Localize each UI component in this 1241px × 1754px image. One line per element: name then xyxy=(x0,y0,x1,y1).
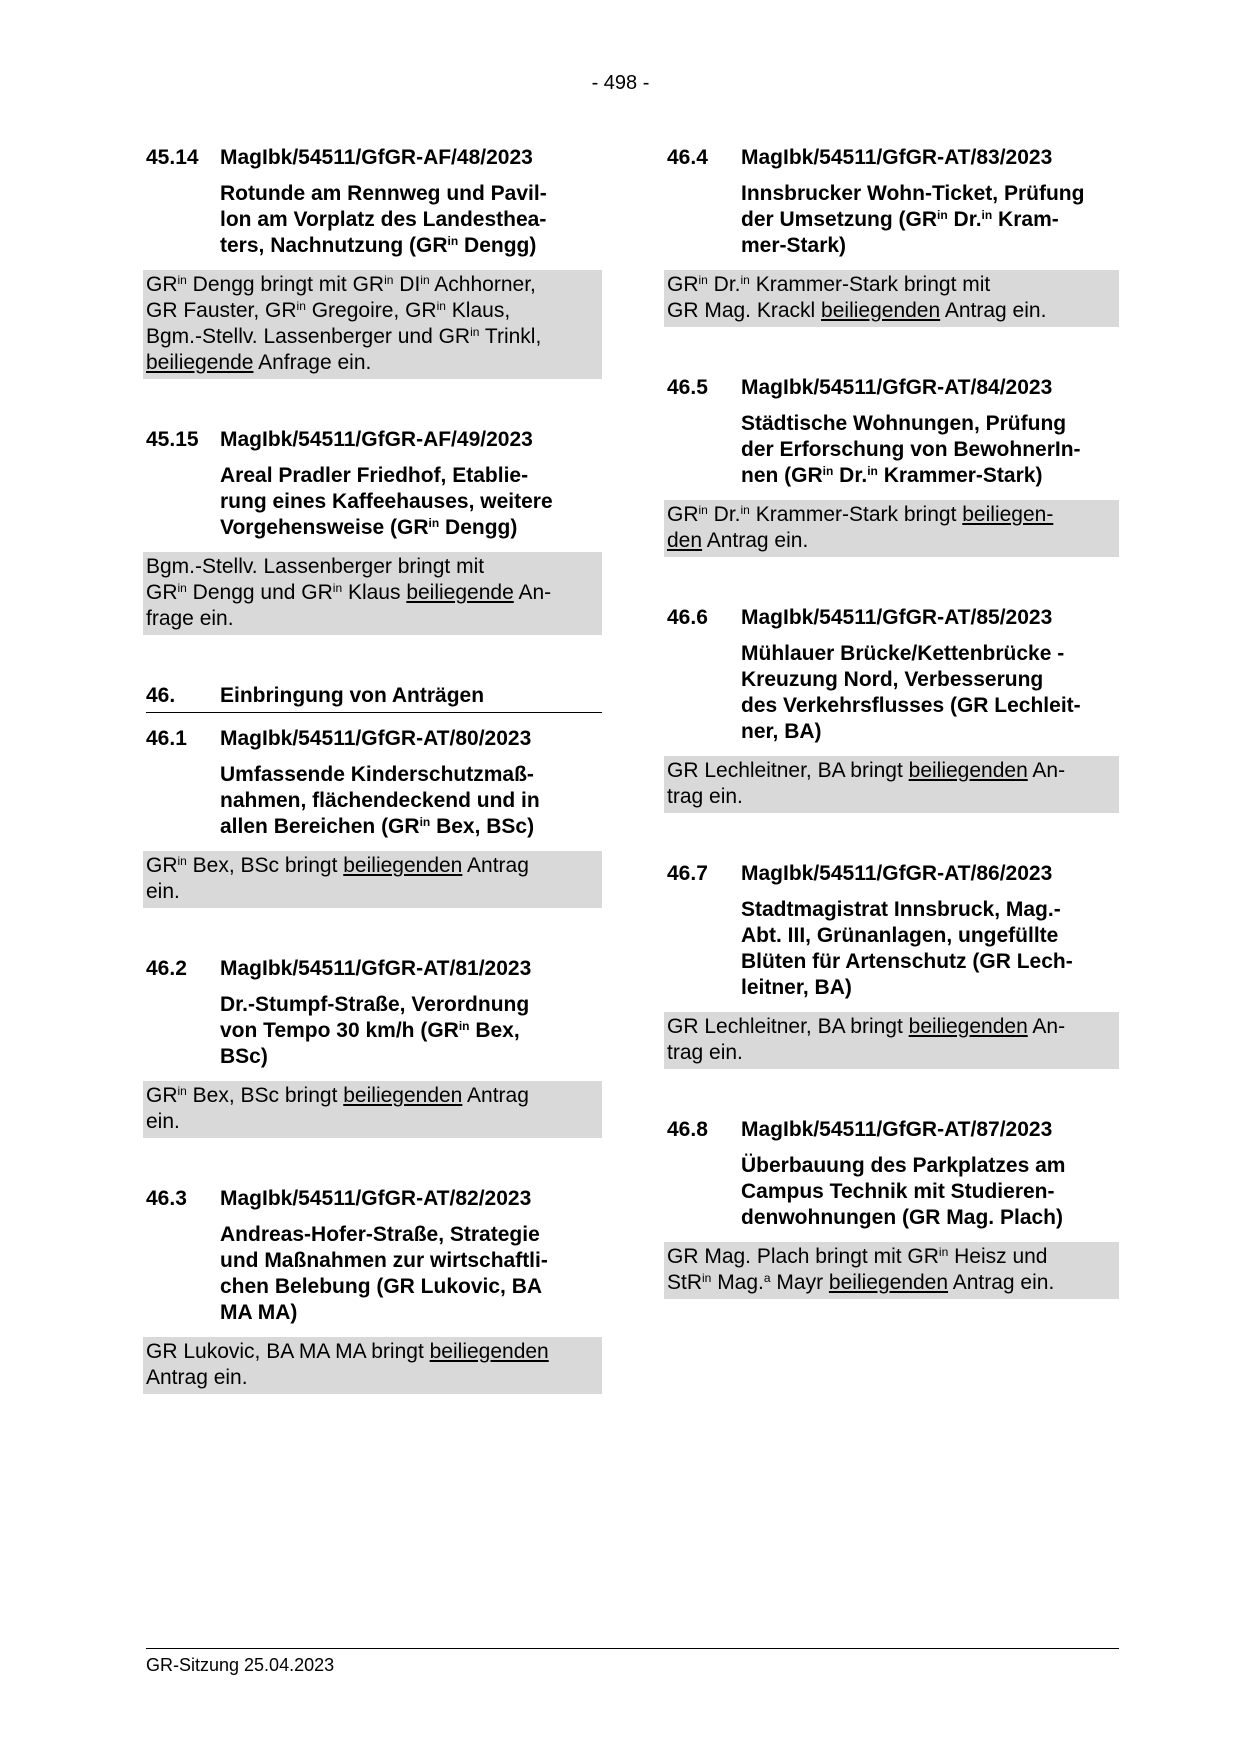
footer-divider xyxy=(146,1648,1119,1649)
attachment-link[interactable]: beiliegenden xyxy=(908,759,1028,782)
left-column xyxy=(146,145,602,1442)
item-title: Andreas-Hofer-Straße, Strategie und Maßnahmen zur wirtschaftli- chen Belebung (GR Lukovic, BA MA MA) xyxy=(220,1223,548,1324)
item-code: MagIbk/54511/GfGR-AT/85/2023 xyxy=(741,606,1053,629)
item-number: 46.8 xyxy=(667,1118,708,1141)
item-body: Bgm.-Stellv. Lassenberger bringt mit $GR^{in}$ Dengg und $GR^{in}$ Klaus beiliegende An- frage ein. xyxy=(143,552,602,635)
item-body: GR Lukovic, BA MA MA bringt beiliegenden Antrag ein. xyxy=(143,1337,602,1394)
agenda-item xyxy=(146,1186,602,1394)
attachment-link[interactable]: beiliegenden xyxy=(908,1015,1028,1038)
agenda-item xyxy=(667,375,1119,557)
page-number: - 498 - xyxy=(591,72,650,94)
item-number: 46.6 xyxy=(667,606,708,629)
item-code: MagIbk/54511/GfGR-AT/80/2023 xyxy=(220,727,532,750)
item-body: $GR^{in}$ Bex, BSc bringt beiliegenden Antrag ein. xyxy=(143,1081,602,1138)
section-heading xyxy=(146,683,602,713)
agenda-item xyxy=(667,145,1119,327)
item-title: Rotunde am Rennweg und Pavil- lon am Vorplatz des Landesthea- ters, Nachnutzung ($GR^{in}$ Dengg) xyxy=(220,182,547,257)
item-number: 45.14 xyxy=(146,146,199,169)
agenda-item xyxy=(146,956,602,1138)
attachment-link[interactable]: beiliegen- xyxy=(962,503,1054,526)
attachment-link[interactable]: den xyxy=(667,529,703,552)
agenda-item xyxy=(146,427,602,635)
item-number: 46.1 xyxy=(146,727,187,750)
item-code: MagIbk/54511/GfGR-AT/86/2023 xyxy=(741,862,1053,885)
attachment-link[interactable]: beiliegende xyxy=(406,581,514,604)
attachment-link[interactable]: beiliegenden xyxy=(343,1084,463,1107)
attachment-link[interactable]: beiliegenden xyxy=(343,854,463,877)
attachment-link[interactable]: beiliegenden xyxy=(828,1271,949,1294)
item-title: Umfassende Kinderschutzmaß- nahmen, flächendeckend und in allen Bereichen ($GR^{in}$ Bex, BSc) xyxy=(220,763,540,838)
item-body: GR Lechleitner, BA bringt beiliegenden An- trag ein. xyxy=(664,756,1119,813)
item-code: MagIbk/54511/GfGR-AF/49/2023 xyxy=(220,428,533,451)
item-body: $GR^{in}$ Dr.$^{in}$ Krammer-Stark bringt beiliegen- den Antrag ein. xyxy=(664,500,1119,557)
agenda-item xyxy=(667,1117,1119,1299)
item-title: Stadtmagistrat Innsbruck, Mag.- Abt. III, Grünanlagen, ungefüllte Blüten für Artenschutz (GR Lech- leitner, BA) xyxy=(741,898,1073,999)
item-body: $GR^{in}$ Bex, BSc bringt beiliegenden Antrag ein. xyxy=(143,851,602,908)
footer: GR-Sitzung 25.04.2023 xyxy=(146,1655,335,1675)
item-title: Überbauung des Parkplatzes am Campus Technik mit Studieren- denwohnungen (GR Mag. Plach) xyxy=(741,1154,1066,1229)
item-code: MagIbk/54511/GfGR-AT/81/2023 xyxy=(220,957,532,980)
section-title: Einbringung von Anträgen xyxy=(220,684,485,707)
item-title: Innsbrucker Wohn-Ticket, Prüfung der Umsetzung ($GR^{in}$ Dr.$^{in}$ Kram- mer-Stark) xyxy=(741,182,1085,257)
item-number: 46.4 xyxy=(667,146,708,169)
item-number: 46.2 xyxy=(146,957,187,980)
item-number: 46.5 xyxy=(667,376,708,399)
item-number: 46.7 xyxy=(667,862,708,885)
item-title: Mühlauer Brücke/Kettenbrücke - Kreuzung Nord, Verbesserung des Verkehrsflusses (GR Lechleit- ner, BA) xyxy=(741,642,1081,743)
attachment-link[interactable]: beiliegende xyxy=(146,351,254,374)
item-title: Dr.-Stumpf-Straße, Verordnung von Tempo 30 km/h ($GR^{in}$ Bex, BSc) xyxy=(220,993,530,1068)
item-title: Areal Pradler Friedhof, Etablie- rung eines Kaffeehauses, weitere Vorgehensweise ($GR^{in}$ Dengg) xyxy=(220,464,553,539)
item-code: MagIbk/54511/GfGR-AF/48/2023 xyxy=(220,146,533,169)
item-number: 46.3 xyxy=(146,1187,187,1210)
item-body: $GR^{in}$ Dr.$^{in}$ Krammer-Stark bringt mit GR Mag. Krackl beiliegenden Antrag ein. xyxy=(664,270,1119,327)
agenda-item xyxy=(667,605,1119,813)
item-number: 45.15 xyxy=(146,428,199,451)
agenda-item xyxy=(667,861,1119,1069)
item-code: MagIbk/54511/GfGR-AT/83/2023 xyxy=(741,146,1053,169)
item-body: GR Mag. Plach bringt mit $GR^{in}$ Heisz und StR$^{in}$ Mag.$^a$ Mayr beiliegenden Antrag ein. xyxy=(664,1242,1119,1299)
item-title: Städtische Wohnungen, Prüfung der Erforschung von BewohnerIn- nen ($GR^{in}$ Dr.$^{in}$ Krammer-Stark) xyxy=(741,412,1081,487)
item-code: MagIbk/54511/GfGR-AT/84/2023 xyxy=(741,376,1053,399)
attachment-link[interactable]: beiliegenden xyxy=(821,299,941,322)
agenda-item xyxy=(146,726,602,908)
item-body: GR Lechleitner, BA bringt beiliegenden An- trag ein. xyxy=(664,1012,1119,1069)
item-code: MagIbk/54511/GfGR-AT/82/2023 xyxy=(220,1187,532,1210)
right-column xyxy=(667,145,1119,1347)
section-number: 46. xyxy=(146,684,176,707)
agenda-item xyxy=(146,145,602,379)
item-code: MagIbk/54511/GfGR-AT/87/2023 xyxy=(741,1118,1053,1141)
attachment-link[interactable]: beiliegenden xyxy=(429,1340,549,1363)
item-body: $GR^{in}$ Dengg bringt mit $GR^{in}$ $DI^{in}$ Achhorner, GR Fauster, $GR^{in}$ Gregoire, $GR^{in}$ Klaus, Bgm.-Stellv. Lassenberger und $GR^{in}$ Trinkl, beiliegende Anfrage ein. xyxy=(143,270,602,379)
